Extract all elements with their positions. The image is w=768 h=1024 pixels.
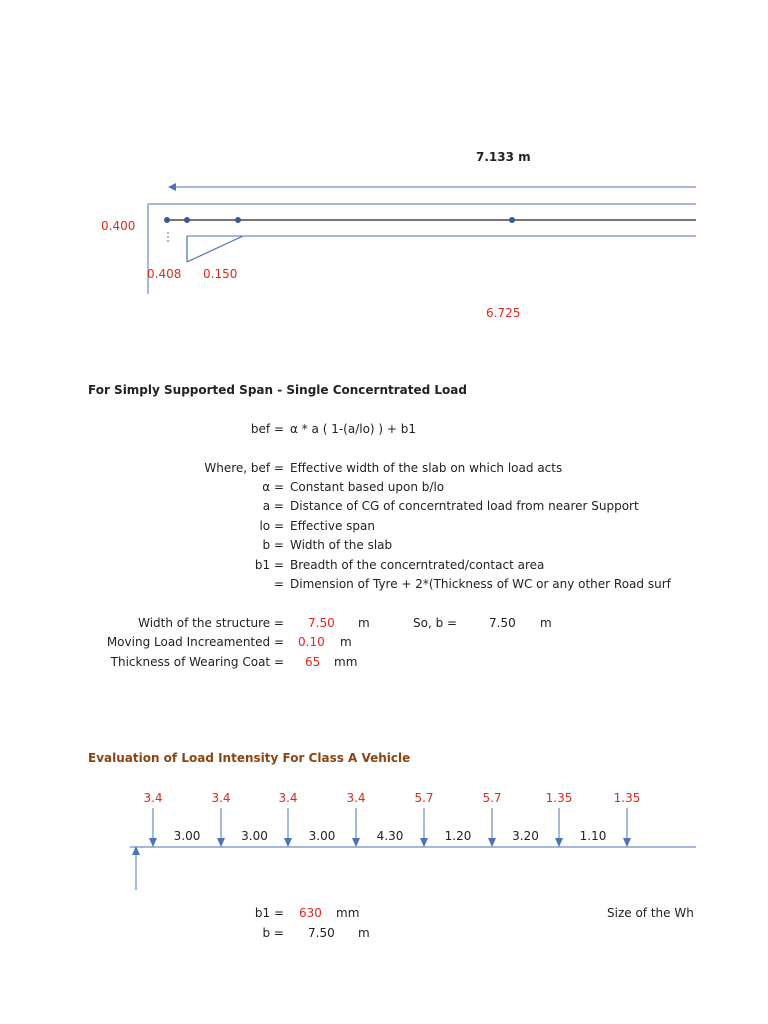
axle-load-value: 1.35	[613, 791, 641, 805]
axle-spacing-value: 3.00	[241, 829, 268, 843]
formula-lhs: bef =	[250, 422, 284, 436]
definition-text: Breadth of the concerntrated/contact area	[290, 558, 545, 572]
so-b-unit: m	[540, 616, 552, 630]
parameter-unit: m	[358, 616, 370, 630]
definition-text: Effective width of the slab on which load acts	[290, 461, 563, 475]
parameter-value: 0.10	[298, 635, 325, 649]
axle-spacing-value: 3.20	[512, 829, 539, 843]
definition-text: Dimension of Tyre + 2*(Thickness of WC or any other Road surf	[290, 577, 671, 591]
dim-a-label: 0.408	[147, 267, 182, 281]
definition-symbol: Where, bef =	[204, 461, 284, 475]
formula-rhs: α * a ( 1-(a/lo) ) + b1	[290, 422, 417, 436]
definition-text: Width of the slab	[290, 538, 393, 552]
parameter-value: 7.50	[308, 616, 335, 630]
axle-load-value: 3.4	[346, 791, 366, 805]
parameter-value: 65	[305, 655, 321, 669]
definition-text: Effective span	[290, 519, 375, 533]
node-point	[184, 217, 190, 223]
axle-spacing-value: 4.30	[376, 829, 404, 843]
parameter-label: Moving Load Increamented =	[106, 635, 284, 649]
axle-load-value: 5.7	[482, 791, 502, 805]
definition-symbol: =	[273, 577, 284, 591]
parameter-unit: m	[340, 635, 352, 649]
load-arrowhead	[352, 838, 360, 847]
b1-value: 630	[299, 906, 322, 920]
axle-spacing-value: 3.00	[308, 829, 336, 843]
node-point	[509, 217, 515, 223]
load-arrowhead	[149, 838, 157, 847]
b1-unit: mm	[336, 906, 360, 920]
axle-load-value: 5.7	[414, 791, 434, 805]
definition-symbol: lo =	[259, 519, 284, 533]
definition-symbol: b1 =	[254, 558, 284, 572]
load-arrowhead	[284, 838, 292, 847]
load-arrowhead	[623, 838, 631, 847]
axle-load-value: 3.4	[211, 791, 231, 805]
parameter-unit: mm	[334, 655, 358, 669]
definition-symbol: α =	[262, 480, 284, 494]
parameter-label: Width of the structure =	[138, 616, 284, 630]
dispersion-slope	[187, 236, 243, 262]
definition-text: Constant based upon b/lo	[290, 480, 445, 494]
parameter-label: Thickness of Wearing Coat =	[110, 655, 284, 669]
definition-symbol: a =	[262, 499, 284, 513]
b-value: 7.50	[308, 926, 335, 940]
axle-spacing-value: 1.20	[444, 829, 472, 843]
axle-load-value: 3.4	[278, 791, 298, 805]
wheel-size-note: Size of the Wh	[607, 906, 694, 920]
depth-label: 0.400	[101, 219, 136, 233]
b-unit: m	[358, 926, 370, 940]
node-point	[164, 217, 170, 223]
so-b-label: So, b =	[413, 616, 458, 630]
axle-load-value: 3.4	[143, 791, 163, 805]
span-arrowhead	[168, 183, 176, 191]
dim-b-label: 0.150	[203, 267, 238, 281]
axle-load-value: 1.35	[545, 791, 573, 805]
axle-spacing-value: 1.10	[579, 829, 607, 843]
load-arrowhead	[217, 838, 225, 847]
span-total-label: 7.133 m	[476, 150, 531, 164]
b1-label: b1 =	[254, 906, 284, 920]
definition-symbol: b =	[262, 538, 284, 552]
section-title-simply-supported: For Simply Supported Span - Single Concerntrated Load	[88, 383, 467, 397]
axle-spacing-value: 3.00	[173, 829, 201, 843]
dim-c-label: 6.725	[486, 306, 521, 320]
load-arrowhead	[420, 838, 428, 847]
b-label: b =	[262, 926, 284, 940]
load-arrowhead	[555, 838, 563, 847]
node-point	[235, 217, 241, 223]
section-title-class-a: Evaluation of Load Intensity For Class A Vehicle	[88, 751, 411, 765]
load-arrowhead	[488, 838, 496, 847]
definition-text: Distance of CG of concerntrated load from nearer Support	[290, 499, 639, 513]
so-b-value: 7.50	[489, 616, 516, 630]
